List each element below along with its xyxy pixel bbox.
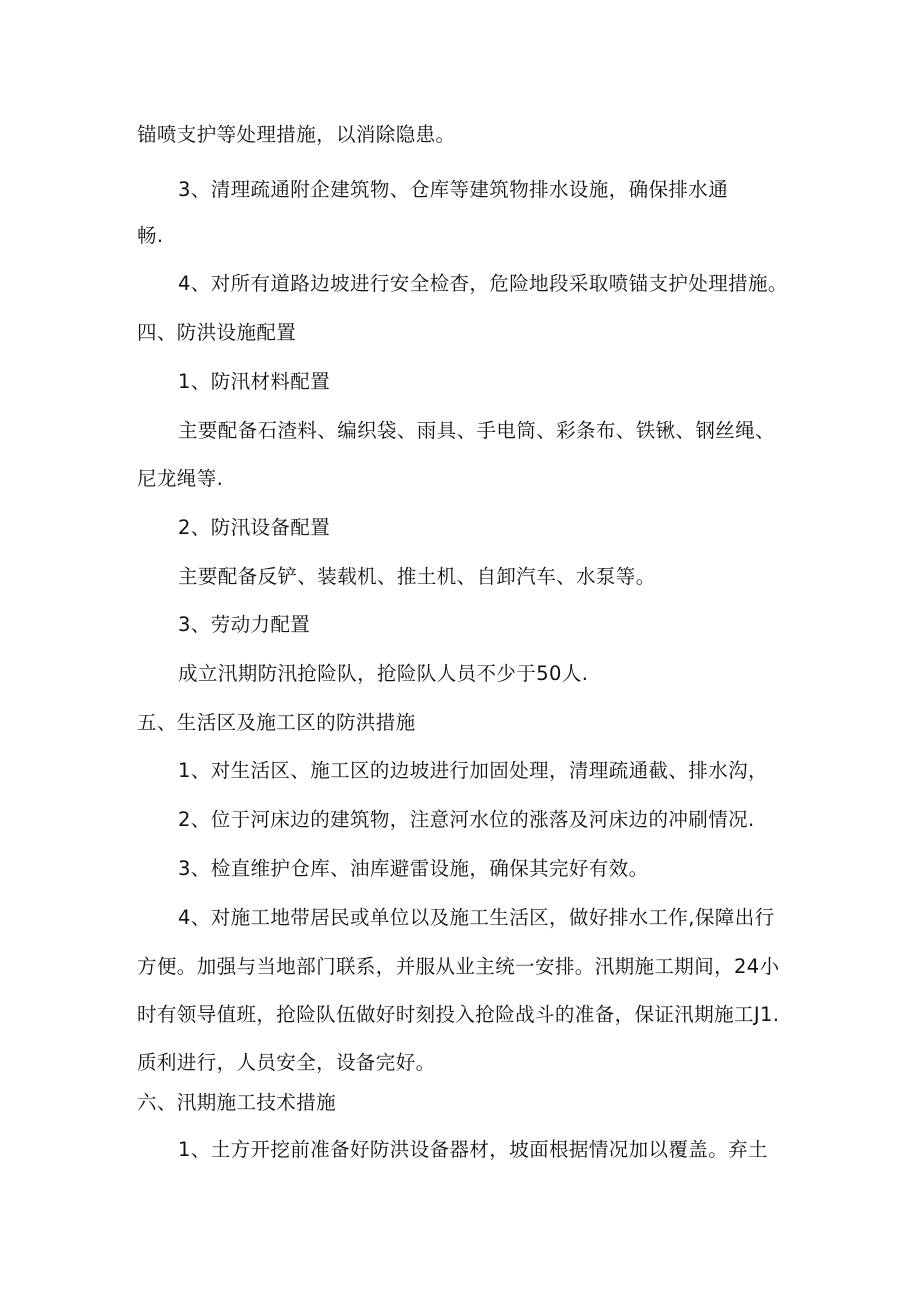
subheading-labor: 3、劳动力配置 [178, 613, 311, 636]
list-item-4-continuation-1: 方便。加强与当地部门联系，并服从业主统一安排。汛期施工期间，24小 [137, 955, 780, 978]
list-item-4-continuation-2: 时有领导值班，抢险队伍做好时刻投入抢险战斗的准备，保证汛期施工J1. [137, 1003, 780, 1026]
labor-text: 成立汛期防汛抢险队，抢险队人员不少于50人. [178, 662, 589, 685]
materials-list: 主要配备石渣料、编织袋、雨具、手电筒、彩条布、铁锹、钢丝绳、 [178, 419, 776, 442]
section-heading-6: 六、汛期施工技术措施 [137, 1091, 337, 1114]
list-item-4-road-slope: 4、对所有道路边坡进行安全检杳，危险地段采取喷锚支护处理措施。 [178, 272, 788, 295]
section-heading-4: 四、防洪设施配置 [137, 321, 297, 344]
section-heading-5: 五、生活区及施工区的防洪措施 [137, 711, 416, 734]
list-item-3-continuation: 畅. [137, 224, 164, 247]
materials-list-continuation: 尼龙绳等. [137, 467, 224, 490]
list-item-3-drainage: 3、清理疏通附企建筑物、仓库等建筑物排水设施，确保排水通 [178, 178, 729, 201]
list-item-3-lightning: 3、检直维护仓库、油库避雷设施，确保其完好有效。 [178, 857, 649, 880]
subheading-equipment: 2、防汛设备配置 [178, 516, 331, 539]
list-item-4-residents: 4、对施工地带居民或单位以及施工生活区，做好排水工作,保障出行 [178, 906, 775, 929]
list-item-1-slope: 1、对生活区、施工区的边坡进行加固处理，清理疏通截、排水沟， [178, 759, 768, 782]
list-item-4-continuation-3: 质利进行，人员安全，设备完好。 [137, 1051, 436, 1074]
subheading-materials: 1、防汛材料配置 [178, 370, 331, 393]
list-item-1-earthwork: 1、土方开挖前准备好防洪设备器材，坡面根据情况加以覆盖。弃土 [178, 1138, 768, 1161]
equipment-list: 主要配备反铲、装载机、推土机、自卸汽车、水泵等。 [178, 565, 656, 588]
list-item-2-riverbed: 2、位于河床边的建筑物，注意河水位的涨落及河床边的冲刷情况. [178, 808, 755, 831]
paragraph-continuation: 锚喷支护等处理措施，以消除隐患。 [137, 123, 456, 146]
